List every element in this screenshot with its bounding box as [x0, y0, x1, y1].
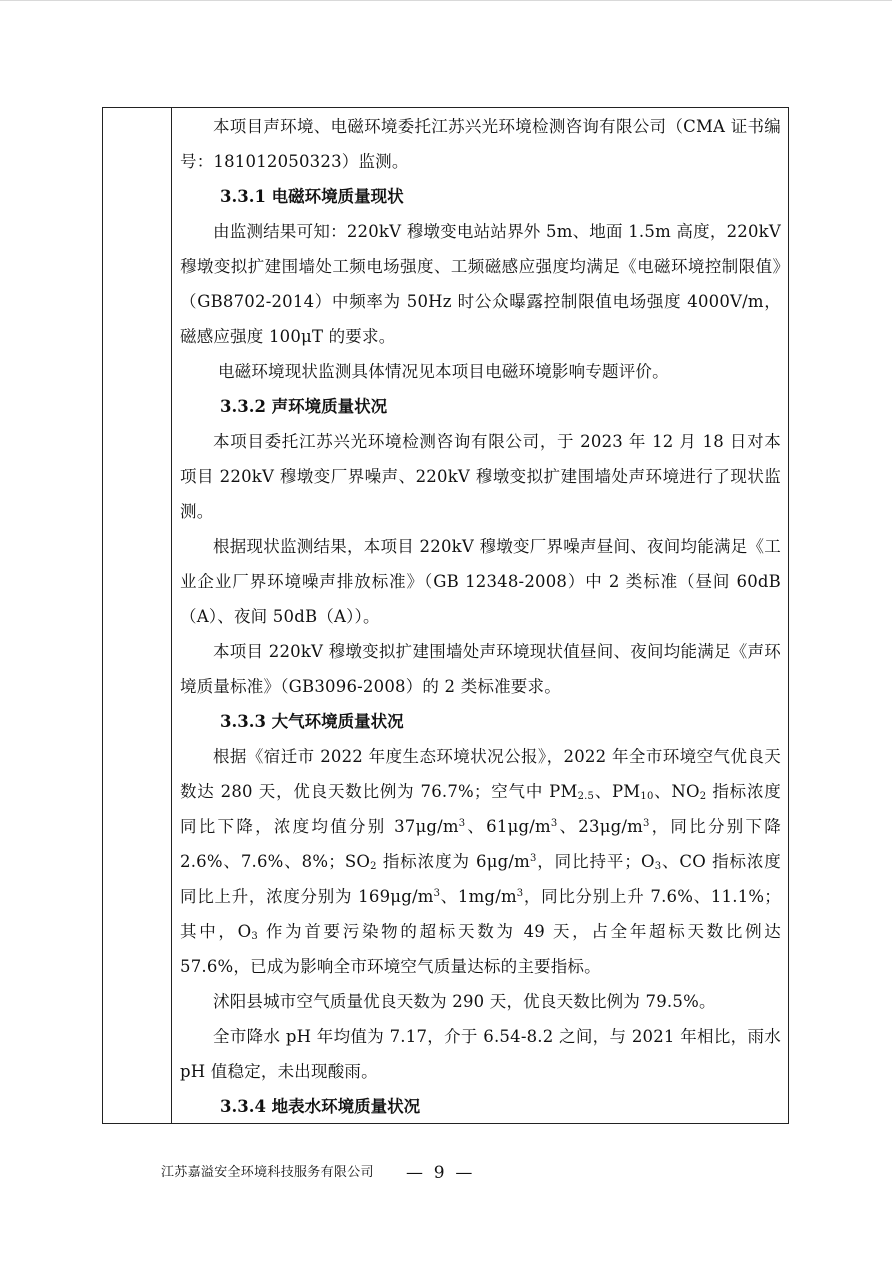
intro-paragraph: 本项目声环境、电磁环境委托江苏兴光环境检测咨询有限公司（CMA 证书编号：181012050323）监测。 [180, 117, 781, 171]
paragraph-331-b: 电磁环境现状监测具体情况见本项目电磁环境影响专题评价。 [217, 362, 669, 381]
paragraph-332-c: 本项目 220kV 穆墩变拟扩建围墙处声环境现状值昼间、夜间均能满足《声环境质量标准》（GB3096-2008）的 2 类标准要求。 [180, 642, 781, 696]
heading-3-3-2: 3.3.2 声环境质量状况 [220, 397, 388, 416]
paragraph-333-a: 根据《宿迁市 2022 年度生态环境状况公报》，2022 年全市环境空气优良天数达 280 天，优良天数比例为 76.7%；空气中 $PM_{2.5}$、$PM_{10}$、$NO_2$ 指标浓度同比下降，浓度均值分别 $37\mu g/m^3$、$61\mu g/m^3$、$23\mu g/m^3$，同比分别下降 2.6%、7.6%、8%；$SO_2$ 指标浓度为 $6\mu g/m^3$，同比持平；$O_3$、CO 指标浓度同比上升，浓度分别为 $169\mu g/m^3$、$1mg/m^3$，同比分别上升 7.6%、11.1%；其中，$O_3$ 作为首要污染物的超标天数为 49 天，占全年超标天数比例达 57.6%，已成为影响全市环境空气质量达标的主要指标。 [180, 747, 782, 976]
paragraph-333-c: 全市降水 pH 年均值为 7.17，介于 6.54-8.2 之间，与 2021 年相比，雨水 pH 值稳定，未出现酸雨。 [180, 1027, 781, 1081]
paragraph-332-b: 根据现状监测结果，本项目 220kV 穆墩变厂界噪声昼间、夜间均能满足《工业企业厂界环境噪声排放标准》（GB 12348-2008）中 2 类标准（昼间 60dB（A）、夜间 50dB（A））。 [180, 537, 781, 626]
footer-company-name: 江苏嘉溢安全环境科技服务有限公司 [161, 1165, 374, 1180]
paragraph-333-b: 沭阳县城市空气质量优良天数为 290 天，优良天数比例为 79.5%。 [213, 992, 716, 1011]
paragraph-332-a: 本项目委托江苏兴光环境检测咨询有限公司，于 2023 年 12 月 18 日对本项目 220kV 穆墩变厂界噪声、220kV 穆墩变拟扩建围墙处声环境进行了现状监测。 [180, 432, 781, 521]
page-top-rule [0, 0, 892, 1]
heading-3-3-4: 3.3.4 地表水环境质量状况 [220, 1097, 421, 1116]
page-footer [0, 1163, 892, 1193]
table-left-column [103, 108, 172, 1123]
page-number: — 9 — [406, 1163, 473, 1183]
table-right-column [172, 108, 788, 1123]
heading-3-3-1: 3.3.1 电磁环境质量现状 [220, 187, 404, 206]
content-table [102, 107, 789, 1124]
paragraph-331-a: 由监测结果可知：220kV 穆墩变电站站界外 5m、地面 1.5m 高度，220kV 穆墩变拟扩建围墙处工频电场强度、工频磁感应强度均满足《电磁环境控制限值》（GB8702-2014）中频率为 50Hz 时公众曝露控制限值电场强度 4000V/m，磁感应强度 100μT 的要求。 [180, 222, 781, 346]
heading-3-3-3: 3.3.3 大气环境质量状况 [220, 712, 404, 731]
